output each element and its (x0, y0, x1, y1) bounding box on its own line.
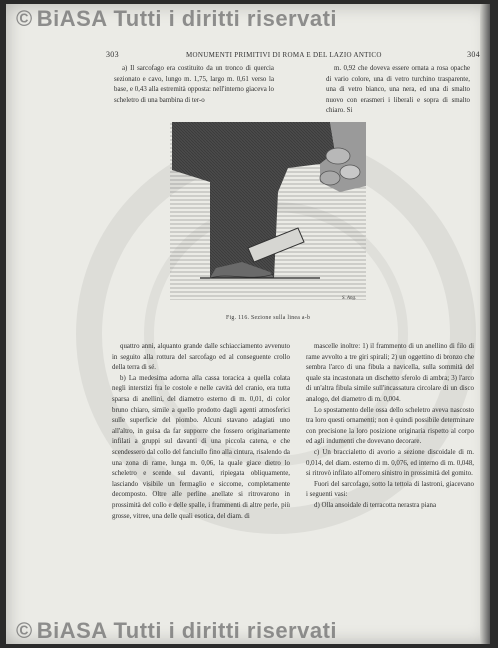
paragraph: Fuori del sarcofago, sotto la tettoia di lastroni, giacevano i seguenti vasi: (306, 480, 474, 499)
watermark-bottom (16, 618, 337, 644)
text-column-lower-left (112, 342, 290, 522)
section-drawing (170, 122, 366, 300)
running-header (106, 50, 486, 62)
paragraph: mascelle inoltre: 1) il frammento di un anellino di filo di rame avvolto a tre giri spirali; 2) un oggettino di bronzo che sembra l'arco di una fibula a navicella, sulla sommità del quale sta incastonata un dischetto sferolo di ambra; 3) l'arco di un'altra fibula simile sull'incassatura circolare di un disco analogo, del diametro di m. 0,004. (306, 343, 474, 403)
scanned-page (6, 4, 490, 644)
figure-caption: Fig. 116. Sezione sulla linea a-b (226, 315, 311, 321)
paragraph: c) Un braccialetto di avorio a sezione discoidale di m. 0,014, del diam. esterno di m. 0,076, ed interno di m. 0,048, si ritrovò infilato all'omero sinistro in prossimità del gomito. (306, 448, 474, 478)
copyright-symbol: © (16, 6, 33, 31)
paragraph: Lo spostamento delle ossa dello scheletro aveva nascosto tra loro questi ornamenti; non è quindi possibile determinare con precisione la loro posizione originaria rispetto al corpo ed agli indumenti che dovevano decorare. (306, 406, 474, 446)
paragraph: b) La medesima adorna alla cassa toracica a quella colata negli interstizi fra le costole e nelle cavità del cranio, era tutta sparsa di anellini, del diametro esterno di m. 0,01, di color bruno chiaro, simile a quello prodotto dagli agenti atmosferici sulle superficie del piombo. Alcuni stavano adagiati uno all'altro, in guisa da far supporre che fossero originariamente infilati a gruppi sul davanti di una piccola catena, e che scendessero dal collo del fanciullo fino alla cintura, risalendo da una zona di rame, lunga m. 0,06, la quale giace dietro lo scheletro e scende sul davanti, ripiegata obliquamente, lasciando visibile un fermaglio e siccome, completamente decomposto. Oltre alle perline anellate si ritrovarono in prossimità del collo e delle spalle, i frammenti di altre perle, più grosse, vitree, una delle quali esotica, del diam. di (112, 374, 290, 520)
page-number-left: 303 (106, 50, 119, 59)
copyright-symbol: © (16, 618, 33, 643)
paragraph: d) Olla ansoidale di terracotta nerastra piana (314, 501, 437, 509)
watermark-top-text: BiASA Tutti i diritti riservati (36, 6, 338, 31)
book-binding-edge (480, 4, 490, 644)
excavation-section-figure (170, 122, 366, 300)
paragraph: m. 0,92 che doveva essere ornata a rosa opache di vario colore, una di vetro turchino trasparente, una di vetro bianco, una nera, ed una di smalto nuovo con erasmeri i liberali e sopra di smalto chiaro. Si (326, 65, 470, 115)
text-column-upper-left (114, 64, 274, 106)
paragraph: quattro anni, alquanto grande dalle schiacciamento avvenuto in seguito alla rottura del sarcofago ed al conseguente crollo della terra di sé. (112, 343, 290, 372)
paragraph: a) Il sarcofago era costituito da un tronco di quercia sezionato e cavo, lungo m. 1,75, largo m. 0,61 verso la base, e 0,43 alla estremità opposta: nell'interno giaceva lo scheletro di una bambina di ter-o (114, 65, 274, 104)
page-number-right: 304 (467, 50, 480, 59)
text-column-upper-right (326, 64, 470, 117)
text-column-lower-right (306, 342, 474, 512)
watermark-top (16, 6, 337, 32)
engraver-signature: S. Ang. (342, 296, 357, 301)
watermark-bottom-text: BiASA Tutti i diritti riservati (36, 618, 338, 643)
running-title: MONUMENTI PRIMITIVI DI ROMA E DEL LAZIO ANTICO (186, 51, 382, 59)
